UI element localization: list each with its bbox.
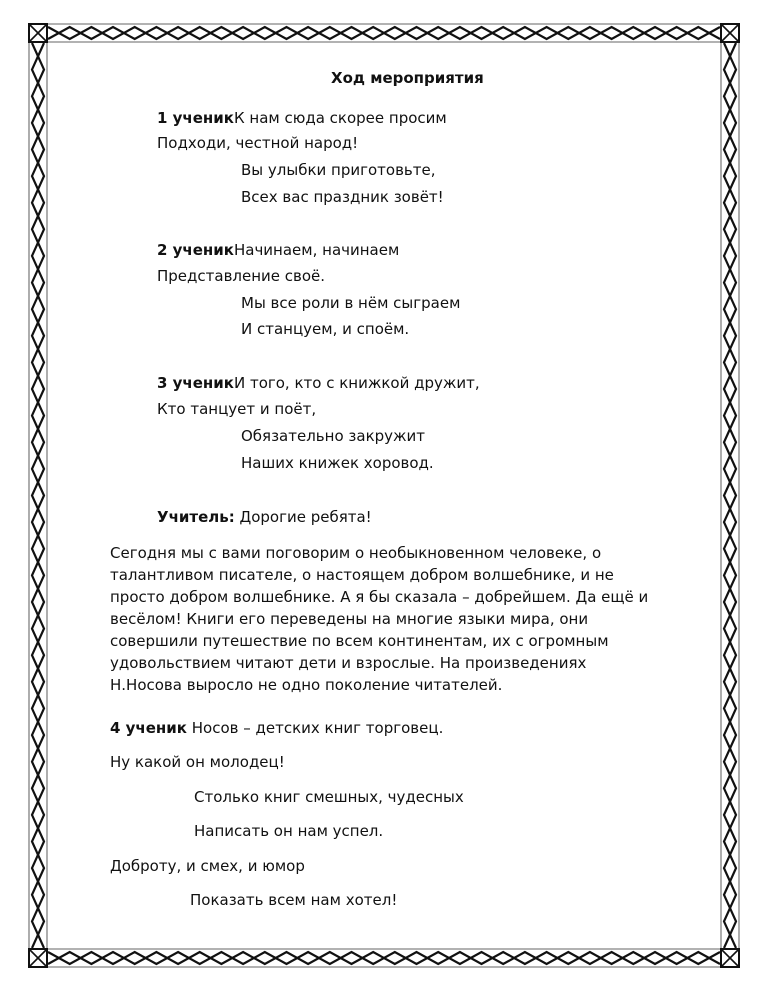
teacher-speaker-label: Учитель:	[157, 508, 235, 526]
speaker-label: 2 ученик	[157, 241, 234, 259]
stanza-3-line-2: Кто танцует и поёт,	[157, 400, 317, 418]
verse-text: Носов – детских книг торговец.	[186, 719, 444, 737]
stanza-4-line-3: Столько книг смешных, чудесных	[194, 788, 464, 806]
paragraph-line: весёлом! Книги его переведены на многие языки мира, они	[110, 610, 589, 628]
paragraph-line: Н.Носова выросло не одно поколение читателей.	[110, 676, 503, 694]
stanza-1-line-4: Всех вас праздник зовёт!	[241, 188, 444, 206]
stanza-4-line-5: Доброту, и смех, и юмор	[110, 857, 305, 875]
stanza-2-line-4: И станцуем, и споём.	[241, 320, 410, 338]
paragraph-line: Сегодня мы с вами поговорим о необыкновенном человеке, о	[110, 544, 602, 562]
paragraph-line: удовольствием читают дети и взрослые. На произведениях	[110, 654, 587, 672]
document-title: Ход мероприятия	[331, 69, 484, 87]
stanza-3-line-4: Наших книжек хоровод.	[241, 454, 434, 472]
teacher-paragraph	[110, 542, 690, 696]
paragraph-line: просто добром волшебнике. А я бы сказала – добрейшем. Да ещё и	[110, 588, 649, 606]
speaker-label: 4 ученик	[110, 719, 187, 737]
stanza-2-line-3: Мы все роли в нём сыграем	[241, 294, 461, 312]
speaker-label: 1 ученик	[157, 109, 234, 127]
stanza-1-line-3: Вы улыбки приготовьте,	[241, 161, 436, 179]
teacher-line	[157, 507, 372, 527]
stanza-4-line-1	[110, 718, 443, 738]
stanza-2-line-1	[157, 240, 399, 260]
verse-text: К нам сюда скорее просим	[233, 109, 447, 127]
stanza-1-line-1	[157, 108, 447, 128]
stanza-3-line-3: Обязательно закружит	[241, 427, 426, 445]
stanza-4-line-2: Ну какой он молодец!	[110, 753, 285, 771]
stanza-2-line-2: Представление своё.	[157, 267, 326, 285]
teacher-greeting: Дорогие ребята!	[234, 508, 372, 526]
stanza-4-line-4: Написать он нам успел.	[194, 822, 384, 840]
stanza-3-line-1	[157, 373, 480, 393]
verse-text: И того, кто с книжкой дружит,	[233, 374, 480, 392]
stanza-4-line-6: Показать всем нам хотел!	[190, 891, 398, 909]
speaker-label: 3 ученик	[157, 374, 234, 392]
paragraph-line: совершили путешествие по всем континентам, их с огромным	[110, 632, 609, 650]
paragraph-line: талантливом писателе, о настоящем добром волшебнике, и не	[110, 566, 614, 584]
verse-text: Начинаем, начинаем	[233, 241, 400, 259]
stanza-1-line-2: Подходи, честной народ!	[157, 134, 359, 152]
